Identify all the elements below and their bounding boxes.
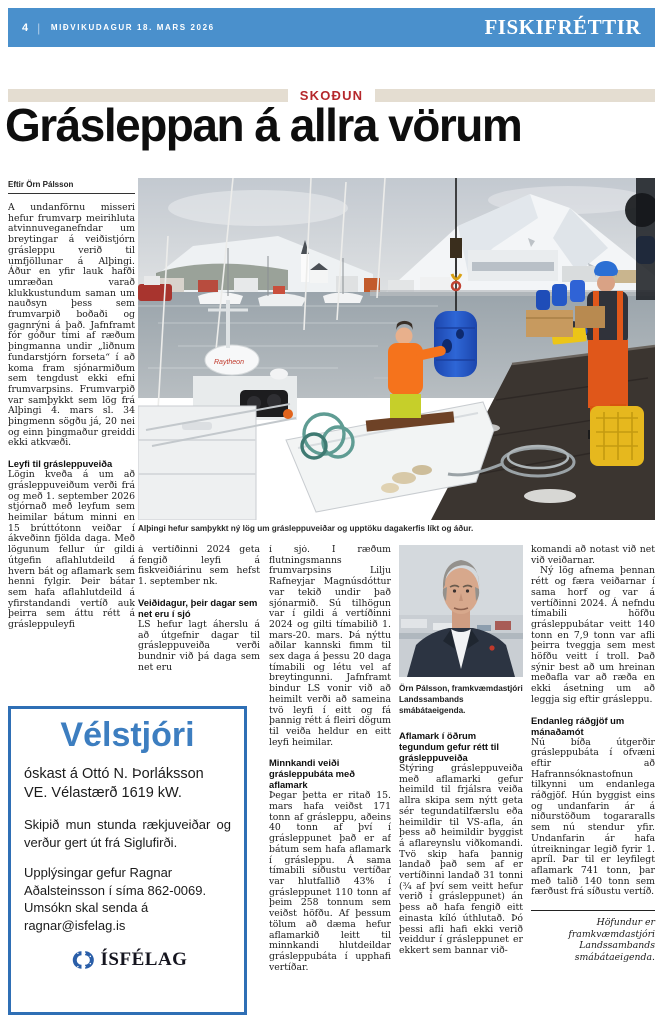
paragraph: Lögin kveða á um að grásleppuveiðum verði frá og með 1. september 2026 stjórnað með leyfum sem heimilar bátum minni en 15 brúttótonn veiðar í ákveðinn fjölda daga. Með lögunum fellur úr gildi útgefin aflahlutdeild á hvern bát og aflamark sem henni fylgir. Þeir bátar sem hafa aflahlutdeild á yfirstandandi vertíð auk þeirra sem áttu rétt á grásleppuleyfi: [8, 469, 135, 631]
portrait-caption: Örn Pálsson, framkvæmdastjóri Landssambands smábátaeigenda.: [399, 684, 523, 715]
paragraph: Á undanförnu misseri hefur frumvarp meirihluta atvinnuveganefndar um breytingar á veiðistjórn grásleppu verið til umfjöllunar á Alþingi. Áður en yfir lauk hafði umræðan varað klukkustundum saman um nauðsyn þess sem frumvarpið boðaði og gagnrýni á það. Jafnframt fór góður tími af ræðum þingmanna undir „liðnum fundarstjórn forseta“ í að koma fram sjónarmiðum sem tengdust ekki efni frumvarpsins. Frumvarpið var samþykkt sem lög frá Alþingi 4. mars sl. 34 þingmenn sögðu já, 20 nei og einn þingmaður greiddi ekki atkvæði.: [8, 203, 135, 449]
ad-title: Vélstjóri: [60, 716, 195, 754]
job-ad-velstjori: [8, 706, 247, 1015]
page-header-bar: [8, 8, 655, 47]
ad-description: Skipið mun stunda rækjuveiðar og verður gert út frá Siglufirði.: [24, 817, 231, 850]
yellow-basket: [590, 406, 644, 466]
article-title: Grásleppan á allra vörum: [5, 99, 522, 151]
page-number: 4: [22, 21, 29, 34]
ad-contact: Upplýsingar gefur Ragnar Aðalsteinsson í síma 862-0069. Umsókn skal senda á: [24, 865, 207, 916]
subhead-aflamark: Aflamark í öðrum tegundum gefur rétt til grásleppuveiða: [399, 730, 499, 763]
harbor-photo-illustration: [138, 178, 655, 520]
subhead-endanleg: Endanleg ráðgjöf um mánaðamót: [531, 714, 625, 737]
article-column-5: [531, 545, 655, 963]
article-column-3: [269, 545, 391, 1024]
article-column-4: [399, 545, 523, 1024]
paragraph: í sjó. Í ræðum flutningsmanns frumvarpsins Lilju Rafneyjar Magnúsdóttur var tekið undir það sjónarmið. Sú tilhögun var í gildi á vertíðinni 2024 og gilti tímabilið 1. mars-20. mars. Þá nýttu aðilar kannski fimm til sex daga á þessu 20 daga tímabili og létu vel af breytingunni. Jafnframt bindur LS vonir við að heimilt verði að sameina tvö leyfi í eitt og fá þannig rétt á fleiri dögum til veiða heldur en eitt leyfi heimilar.: [269, 545, 391, 748]
author-credit: Höfundur er framkvæmdastjóri Landssambands smábátaeigenda.: [531, 910, 655, 963]
ad-email[interactable]: ragnar@isfelag.is: [24, 917, 126, 933]
subhead-veididagur: Veiðidagur, þeir dagar sem net eru í sjó: [138, 596, 258, 619]
paragraph: á vertíðinni 2024 geta fengið leyfi á fiskveiðiárinu sem hefst 1. september nk.: [138, 545, 260, 588]
header-divider: |: [37, 20, 42, 35]
paragraph: Nú bíða útgerðir grásleppubáta í ofvæni eftir að Hafrannsóknastofnun tilkynni um endanlega ráðgjöf. Hún byggist eins og undanfarin ár á niðurstöðum togararalls sem nú stendur yfir. Undanfarin ár hafa útreikningar legið fyrir 1. apríl. Þar til er leyfilegt aflamark 741 tonn, þar með talið 140 tonn sem færðust frá síðustu vertíð.: [531, 736, 655, 898]
header-date: [22, 21, 215, 35]
isfelag-logo-icon: [68, 950, 95, 970]
paragraph: Stýring grásleppuveiða með aflamarki gefur heimild til frjálsra veiða allra skipa sem nýtt geta sér tegundatilfærslu eða heimildir til VS-afla, án þess að heimildir byggist á aflareynslu viðkomandi. Tvö skip hafa þannig landað það sem af er vertíðinni landað 31 tonni (¾ af því sem veitt hefur verið í grásleppunet) án þess að hafa fengið eitt einasta kíló úthlutað. Þó þessi afli hafi ekki verið veiddur í grásleppunet er ekkert sem bannar við-: [399, 763, 523, 956]
masthead-brand: FISKIFRÉTTIR: [484, 15, 641, 39]
section-label: SKOÐUN: [299, 88, 364, 103]
portrait-photo: [399, 545, 523, 677]
article-column-1: [8, 203, 135, 704]
main-photo-caption: Alþingi hefur samþykkt ný lög um grásleppuveiðar og upptöku dagakerfis líkt og áður.: [138, 524, 474, 533]
isfelag-logo-text: ÍSFÉLAG: [100, 949, 188, 971]
main-photo: [138, 178, 655, 520]
portrait-illustration: [399, 545, 523, 677]
isfelag-logo: [24, 949, 231, 971]
header-date-text: MIÐVIKUDAGUR 18. MARS 2026: [50, 23, 215, 32]
paragraph: komandi að notast við net við veiðarnar.: [531, 544, 655, 566]
subhead-leyfi: Leyfi til grásleppuveiða: [8, 458, 113, 470]
article-column-2: [138, 545, 260, 705]
paragraph: Ný lög afnema þennan rétt og færa veiðarnar í sama horf og var á vertíðinni 2024. Á nefndu tímabili höfðu grásleppubátar veitt 140 tonn en 7,9 tonn var afli þeirra tveggja sem mest höfðu veitt í troll. Það sýnir best að um hreinan meðafla var að ræða en ekki ásetning um að leggja sig eftir grásleppu.: [531, 565, 655, 705]
ad-intro: óskast á Ottó N. Þorláksson VE. Vélastærð 1619 kW.: [24, 766, 204, 802]
article-byline: Eftir Örn Pálsson: [8, 180, 135, 194]
subhead-minnkandi: Minnkandi veiði grásleppubáta með aflamark: [269, 757, 355, 791]
paragraph: LS hefur lagt áherslu á að útgefnir dagar til grásleppuveiða verði bundnir við þá daga sem net eru: [138, 618, 260, 673]
svg-text:Raytheon: Raytheon: [214, 359, 244, 366]
paragraph: Þegar þetta er ritað 15. mars hafa veiðst 171 tonn af grásleppu, aðeins 40 tonn af því í grásleppunet það er af bátum sem hafa aflamark í grásleppu. Á sama tímabili síðustu vertíðar var hlutfallið 43% í grásleppunet 110 tonn af þeim 258 tonnum sem veiðst höfðu. Af þessum tölum að dæma hefur aflamarkið leitt til minnkandi hlutdeildar grásleppubáta í upphafi vertíðar.: [269, 790, 391, 973]
